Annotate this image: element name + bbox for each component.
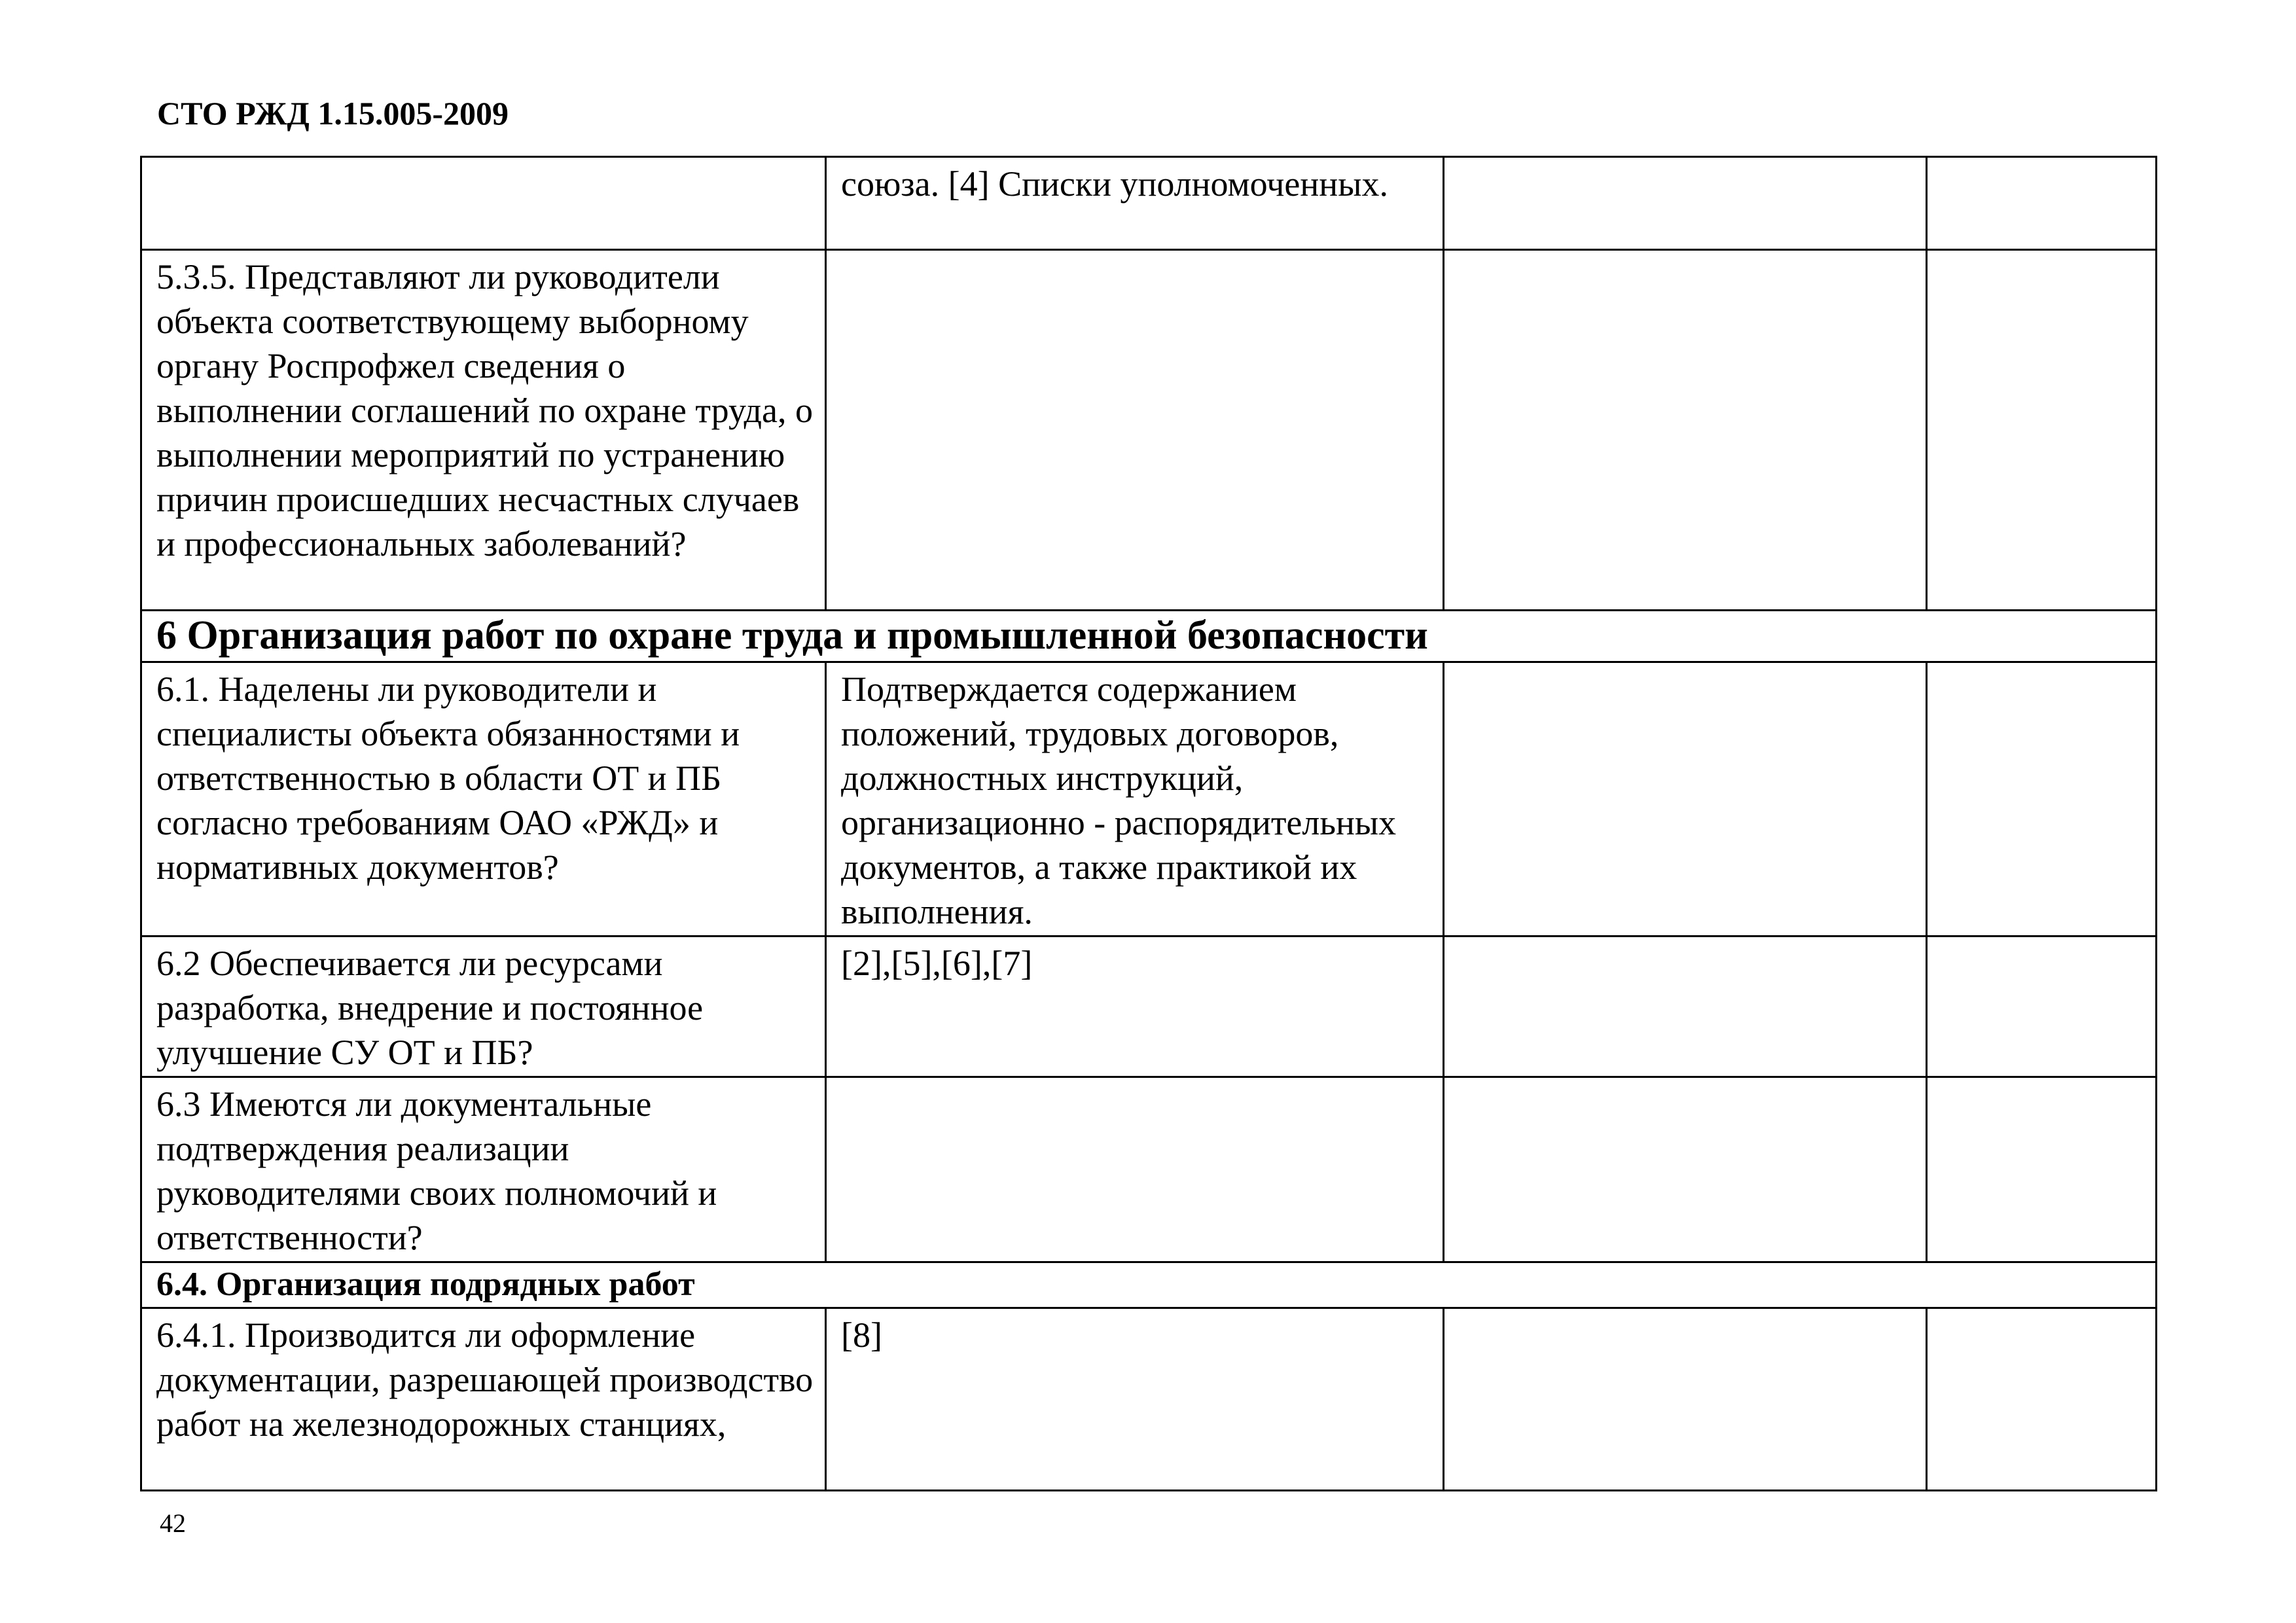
table-row bbox=[141, 157, 2157, 250]
question-cell: 5.3.5. Представляют ли руководители объекта соответствующему выборному органу Роспрофжел сведения о выполнении соглашений по охране труда, о выполнении мероприятий по устранению причин происшедших несчастных случаев и профессиональных заболеваний? bbox=[141, 250, 826, 611]
note-cell bbox=[1927, 250, 2157, 611]
table-row bbox=[141, 250, 2157, 611]
question-cell: 6.1. Наделены ли руководители и специалисты объекта обязанностями и ответственностью в области ОТ и ПБ согласно требованиям ОАО «РЖД» и нормативных документов? bbox=[141, 662, 826, 936]
result-cell bbox=[1444, 662, 1927, 936]
result-cell bbox=[1444, 1308, 1927, 1491]
note-cell bbox=[1927, 157, 2157, 250]
table-row bbox=[141, 1308, 2157, 1491]
question-cell bbox=[141, 157, 826, 250]
result-cell bbox=[1444, 936, 1927, 1077]
basis-cell: [2],[5],[6],[7] bbox=[826, 936, 1444, 1077]
note-cell bbox=[1927, 936, 2157, 1077]
table-row bbox=[141, 936, 2157, 1077]
result-cell bbox=[1444, 1077, 1927, 1262]
table-row bbox=[141, 1077, 2157, 1262]
question-cell: 6.4.1. Производится ли оформление документации, разрешающей производство работ на железнодорожных станциях, bbox=[141, 1308, 826, 1491]
note-cell bbox=[1927, 662, 2157, 936]
question-cell: 6.3 Имеются ли документальные подтверждения реализации руководителями своих полномочий и ответственности? bbox=[141, 1077, 826, 1262]
result-cell bbox=[1444, 250, 1927, 611]
result-cell bbox=[1444, 157, 1927, 250]
question-cell: 6.2 Обеспечивается ли ресурсами разработка, внедрение и постоянное улучшение СУ ОТ и ПБ? bbox=[141, 936, 826, 1077]
subsection-heading: 6.4. Организация подрядных работ bbox=[141, 1262, 2157, 1308]
basis-cell bbox=[826, 1077, 1444, 1262]
basis-cell bbox=[826, 250, 1444, 611]
basis-cell: Подтверждается содержанием положений, трудовых договоров, должностных инструкций, организационно - распорядительных документов, а также практикой их выполнения. bbox=[826, 662, 1444, 936]
basis-cell: союза. [4] Списки уполномоченных. bbox=[826, 157, 1444, 250]
note-cell bbox=[1927, 1308, 2157, 1491]
note-cell bbox=[1927, 1077, 2157, 1262]
section-heading: 6 Организация работ по охране труда и промышленной безопасности bbox=[141, 611, 2157, 662]
table-row bbox=[141, 662, 2157, 936]
subsection-heading-row bbox=[141, 1262, 2157, 1308]
section-heading-row bbox=[141, 611, 2157, 662]
page-number: 42 bbox=[160, 1508, 186, 1538]
document-header: СТО РЖД 1.15.005-2009 bbox=[157, 95, 509, 132]
checklist-table bbox=[140, 156, 2157, 1491]
basis-cell: [8] bbox=[826, 1308, 1444, 1491]
